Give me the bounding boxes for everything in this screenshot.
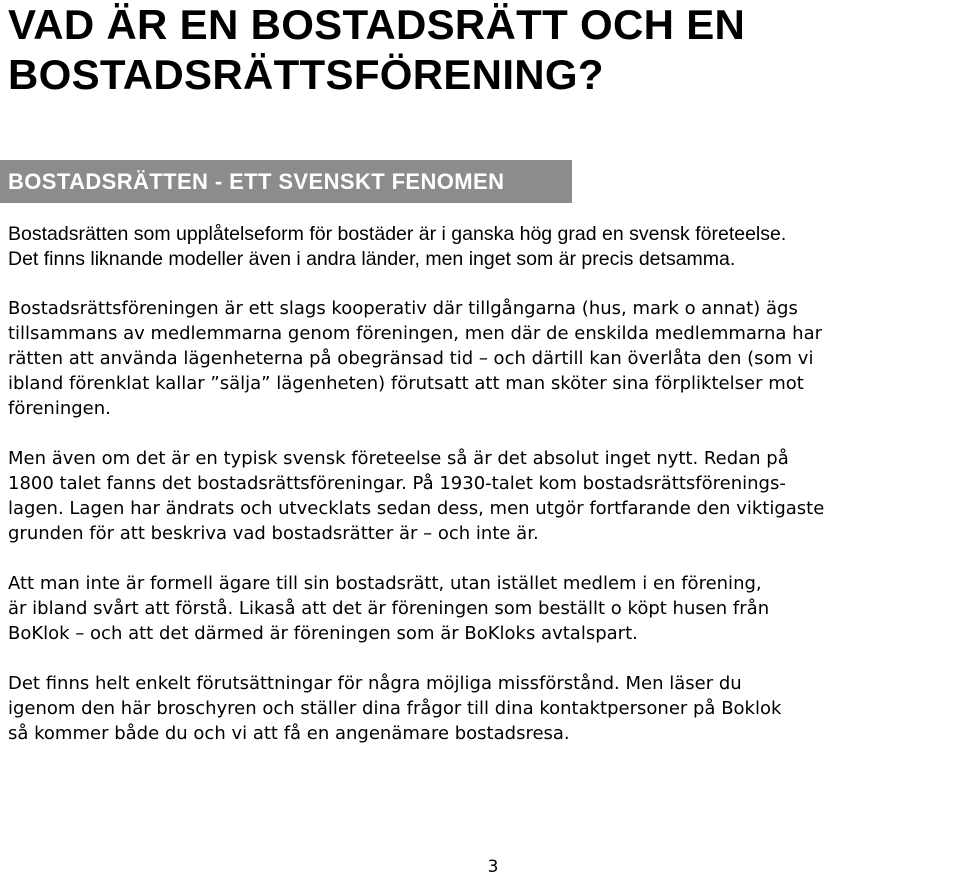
- paragraph-line: ibland förenklat kallar ”sälja” lägenheten) förutsatt att man sköter sina förpliktelser mot: [8, 373, 804, 394]
- paragraph-line: rätten att använda lägenheterna på obegränsad tid – och därtill kan överlåta den (som vi: [8, 348, 814, 369]
- paragraph-line: Det finns helt enkelt förutsättningar för några möjliga missförstånd. Men läser du: [8, 673, 742, 694]
- paragraph-line: så kommer både du och vi att få en angenämare bostadsresa.: [8, 723, 570, 744]
- section-heading-bar: [0, 160, 572, 203]
- paragraph-cooperative: [8, 296, 958, 421]
- paragraph-line: Att man inte är formell ägare till sin bostadsrätt, utan istället medlem i en förening,: [8, 573, 762, 594]
- paragraph-line: tillsammans av medlemmarna genom föreningen, men där de enskilda medlemmarna har: [8, 323, 822, 344]
- paragraph-line: Men även om det är en typisk svensk företeelse så är det absolut inget nytt. Redan på: [8, 448, 789, 469]
- paragraph-line: Bostadsrättsföreningen är ett slags kooperativ där tillgångarna (hus, mark o annat) ägs: [8, 298, 798, 319]
- body-text: [8, 296, 958, 771]
- intro-paragraph: [8, 222, 958, 272]
- paragraph-line: föreningen.: [8, 398, 111, 419]
- page-number: 3: [487, 857, 499, 877]
- paragraph-line: 1800 talet fanns det bostadsrättsföreningar. På 1930-talet kom bostadsrättsförenings-: [8, 473, 786, 494]
- section-heading: BOSTADSRÄTTEN - ETT SVENSKT FENOMEN: [8, 169, 505, 194]
- paragraph-conclusion: [8, 671, 958, 746]
- page-title: [8, 0, 948, 100]
- paragraph-line: är ibland svårt att förstå. Likaså att det är föreningen som beställt o köpt husen från: [8, 598, 770, 619]
- paragraph-membership: [8, 571, 958, 646]
- paragraph-line: BoKlok – och att det därmed är föreningen som är BoKloks avtalspart.: [8, 623, 638, 644]
- page-title-line-1: VAD ÄR EN BOSTADSRÄTT OCH EN: [8, 1, 746, 48]
- intro-line: Det finns liknande modeller även i andra länder, men inget som är precis detsamma.: [8, 248, 736, 270]
- paragraph-history: [8, 446, 958, 546]
- paragraph-line: igenom den här broschyren och ställer dina frågor till dina kontaktpersoner på Boklok: [8, 698, 782, 719]
- intro-line: Bostadsrätten som upplåtelseform för bostäder är i ganska hög grad en svensk företeelse.: [8, 223, 787, 245]
- page-title-line-2: BOSTADSRÄTTSFÖRENING?: [8, 51, 604, 98]
- paragraph-line: lagen. Lagen har ändrats och utvecklats sedan dess, men utgör fortfarande den viktigaste: [8, 498, 825, 519]
- paragraph-line: grunden för att beskriva vad bostadsrätter är – och inte är.: [8, 523, 539, 544]
